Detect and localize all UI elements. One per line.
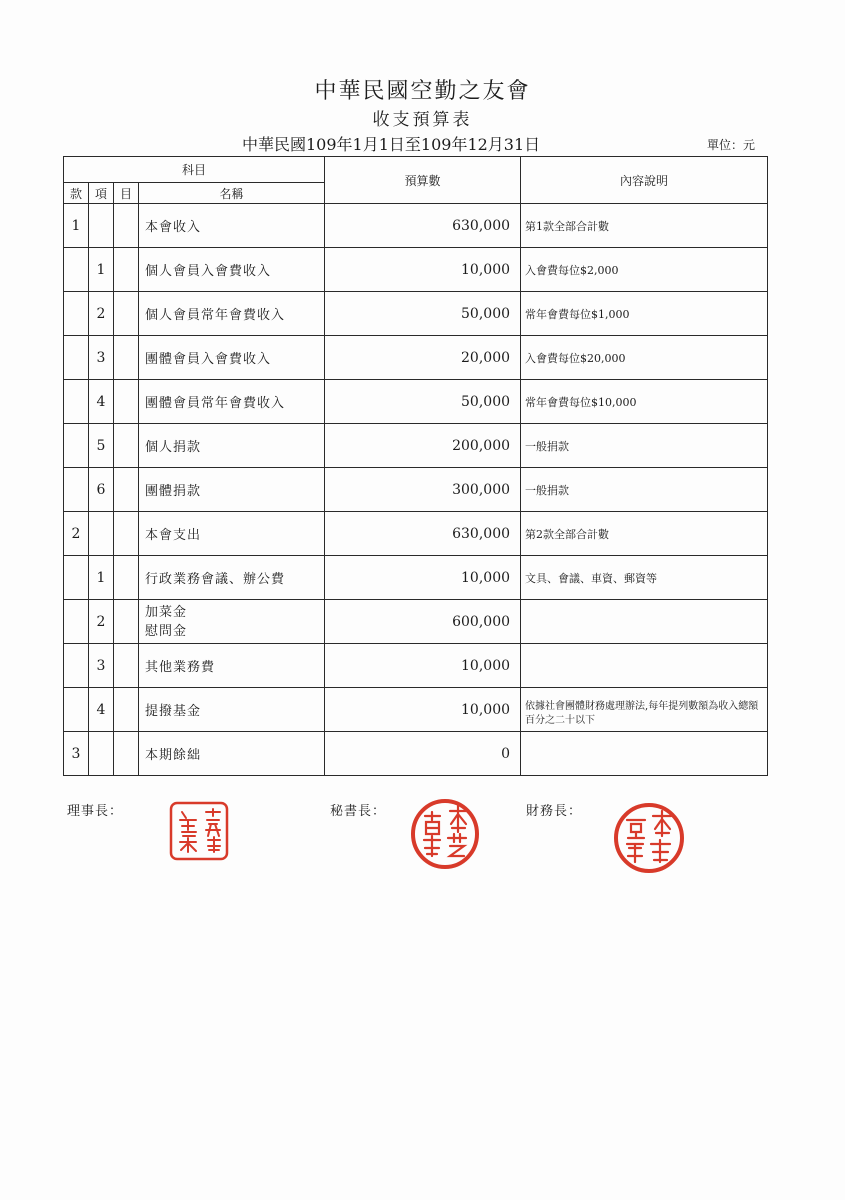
name-line: 加菜金 bbox=[145, 604, 188, 620]
name-cell bbox=[139, 600, 325, 644]
xiang-cell bbox=[89, 204, 114, 248]
description-cell: 文具、會議、車資、郵資等 bbox=[521, 556, 768, 600]
amount-cell: 200,000 bbox=[325, 424, 521, 468]
name-cell: 團體會員入會費收入 bbox=[139, 336, 325, 380]
description-cell bbox=[521, 644, 768, 688]
xiang-cell: 1 bbox=[89, 248, 114, 292]
table-row bbox=[64, 336, 768, 380]
amount-cell: 600,000 bbox=[325, 600, 521, 644]
table-row bbox=[64, 644, 768, 688]
amount-cell: 10,000 bbox=[325, 688, 521, 732]
secretary-seal-stamp bbox=[410, 798, 480, 870]
description-cell: 入會費每位$2,000 bbox=[521, 248, 768, 292]
description-cell: 第2款全部合計數 bbox=[521, 512, 768, 556]
table-row bbox=[64, 600, 768, 644]
kuan-cell bbox=[64, 248, 89, 292]
name-cell: 個人會員入會費收入 bbox=[139, 248, 325, 292]
name-cell: 提撥基金 bbox=[139, 688, 325, 732]
description-cell: 常年會費每位$1,000 bbox=[521, 292, 768, 336]
table-row bbox=[64, 688, 768, 732]
description-cell: 常年會費每位$10,000 bbox=[521, 380, 768, 424]
kuan-cell: 2 bbox=[64, 512, 89, 556]
mu-cell bbox=[114, 732, 139, 776]
budget-table bbox=[63, 156, 768, 776]
mu-cell bbox=[114, 600, 139, 644]
xiang-cell: 6 bbox=[89, 468, 114, 512]
name-cell: 行政業務會議、辦公費 bbox=[139, 556, 325, 600]
chairman-label: 理事長： bbox=[67, 804, 124, 819]
name-cell: 本會支出 bbox=[139, 512, 325, 556]
table-row bbox=[64, 380, 768, 424]
name-cell: 團體會員常年會費收入 bbox=[139, 380, 325, 424]
budget-period: 中華民國109年1月1日至109年12月31日 bbox=[242, 135, 541, 154]
kuan-cell bbox=[64, 556, 89, 600]
name-cell: 其他業務費 bbox=[139, 644, 325, 688]
amount-cell: 50,000 bbox=[325, 292, 521, 336]
mu-cell bbox=[114, 424, 139, 468]
mu-cell bbox=[114, 204, 139, 248]
subject-group-header: 科目 bbox=[64, 157, 325, 183]
table-row bbox=[64, 424, 768, 468]
amount-cell: 10,000 bbox=[325, 248, 521, 292]
name-cell: 本期餘絀 bbox=[139, 732, 325, 776]
mu-cell bbox=[114, 512, 139, 556]
name-cell: 本會收入 bbox=[139, 204, 325, 248]
kuan-cell: 1 bbox=[64, 204, 89, 248]
amount-cell: 10,000 bbox=[325, 644, 521, 688]
xiang-cell bbox=[89, 732, 114, 776]
name-cell: 個人捐款 bbox=[139, 424, 325, 468]
xiang-cell: 3 bbox=[89, 644, 114, 688]
description-cell: 一般捐款 bbox=[521, 468, 768, 512]
xiang-cell: 4 bbox=[89, 688, 114, 732]
chairman-seal-stamp bbox=[168, 800, 230, 862]
mu-cell bbox=[114, 292, 139, 336]
name-line-2: 慰問金 bbox=[145, 623, 188, 639]
table-row bbox=[64, 556, 768, 600]
description-cell bbox=[521, 600, 768, 644]
kuan-cell bbox=[64, 424, 89, 468]
kuan-cell bbox=[64, 380, 89, 424]
xiang-cell bbox=[89, 512, 114, 556]
mu-cell bbox=[114, 468, 139, 512]
mu-cell bbox=[114, 556, 139, 600]
xiang-cell: 4 bbox=[89, 380, 114, 424]
table-row bbox=[64, 468, 768, 512]
mu-header: 目 bbox=[114, 183, 139, 204]
mu-cell bbox=[114, 336, 139, 380]
treasurer-label: 財務長： bbox=[526, 804, 583, 819]
currency-unit: 單位：元 bbox=[707, 138, 756, 152]
mu-cell bbox=[114, 380, 139, 424]
xiang-cell: 2 bbox=[89, 292, 114, 336]
description-cell bbox=[521, 732, 768, 776]
kuan-cell bbox=[64, 688, 89, 732]
table-row bbox=[64, 732, 768, 776]
organization-name: 中華民國空勤之友會 bbox=[314, 79, 531, 104]
kuan-cell bbox=[64, 468, 89, 512]
mu-cell bbox=[114, 248, 139, 292]
description-cell: 入會費每位$20,000 bbox=[521, 336, 768, 380]
kuan-header: 款 bbox=[64, 183, 89, 204]
name-header: 名稱 bbox=[139, 183, 325, 204]
amount-cell: 20,000 bbox=[325, 336, 521, 380]
mu-cell bbox=[114, 688, 139, 732]
amount-cell: 630,000 bbox=[325, 512, 521, 556]
kuan-cell bbox=[64, 644, 89, 688]
amount-header: 預算數 bbox=[325, 157, 521, 204]
amount-cell: 50,000 bbox=[325, 380, 521, 424]
document-title: 收支預算表 bbox=[372, 110, 473, 130]
description-cell: 一般捐款 bbox=[521, 424, 768, 468]
xiang-header: 項 bbox=[89, 183, 114, 204]
secretary-label: 秘書長： bbox=[330, 804, 387, 819]
amount-cell: 630,000 bbox=[325, 204, 521, 248]
name-cell: 團體捐款 bbox=[139, 468, 325, 512]
name-cell: 個人會員常年會費收入 bbox=[139, 292, 325, 336]
kuan-cell bbox=[64, 600, 89, 644]
xiang-cell: 3 bbox=[89, 336, 114, 380]
amount-cell: 0 bbox=[325, 732, 521, 776]
xiang-cell: 1 bbox=[89, 556, 114, 600]
xiang-cell: 5 bbox=[89, 424, 114, 468]
table-row bbox=[64, 248, 768, 292]
description-cell: 依據社會團體財務處理辦法,每年提列數額為收入總額百分之二十以下 bbox=[521, 688, 768, 732]
table-row bbox=[64, 512, 768, 556]
kuan-cell bbox=[64, 292, 89, 336]
table-row bbox=[64, 292, 768, 336]
amount-cell: 10,000 bbox=[325, 556, 521, 600]
description-cell: 第1款全部合計數 bbox=[521, 204, 768, 248]
description-header: 內容說明 bbox=[521, 157, 768, 204]
kuan-cell bbox=[64, 336, 89, 380]
mu-cell bbox=[114, 644, 139, 688]
kuan-cell: 3 bbox=[64, 732, 89, 776]
xiang-cell: 2 bbox=[89, 600, 114, 644]
amount-cell: 300,000 bbox=[325, 468, 521, 512]
table-row bbox=[64, 204, 768, 248]
treasurer-seal-stamp bbox=[613, 802, 685, 874]
